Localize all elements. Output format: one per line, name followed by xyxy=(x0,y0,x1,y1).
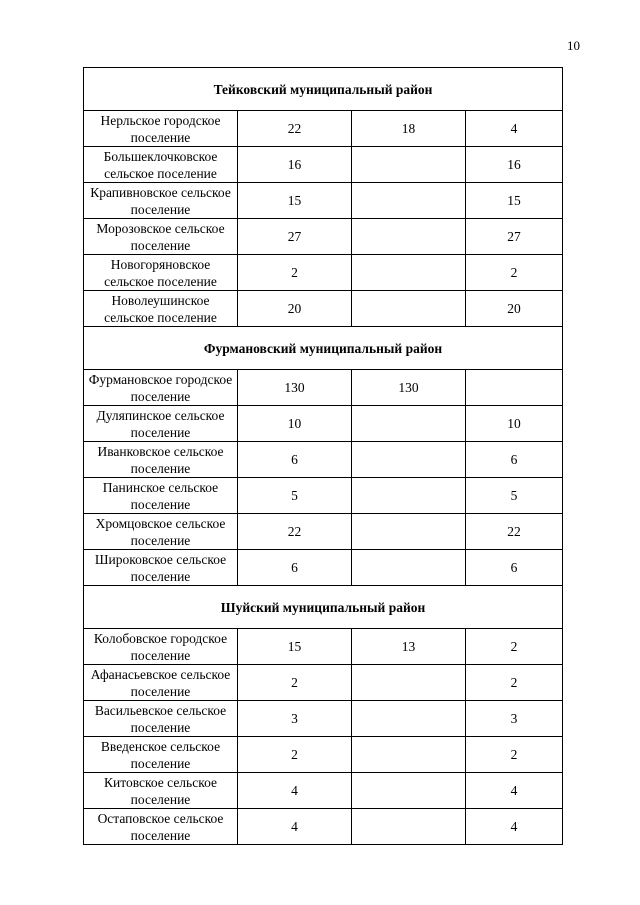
data-table xyxy=(83,67,563,845)
value-cell-c2: 22 xyxy=(238,111,352,147)
settlement-name-cell xyxy=(84,809,238,845)
value-cell-c3 xyxy=(352,665,466,701)
value-cell-c2: 4 xyxy=(238,809,352,845)
table-row xyxy=(84,291,563,327)
value-cell-c3 xyxy=(352,183,466,219)
value-cell-c2: 130 xyxy=(238,370,352,406)
table-row xyxy=(84,665,563,701)
value-cell-c2: 10 xyxy=(238,406,352,442)
section-header-row xyxy=(84,586,563,629)
settlement-name-cell xyxy=(84,514,238,550)
value-cell-c4: 2 xyxy=(466,629,563,665)
table-row xyxy=(84,406,563,442)
value-cell-c2: 15 xyxy=(238,183,352,219)
settlement-name-cell xyxy=(84,665,238,701)
settlement-name-cell xyxy=(84,291,238,327)
value-cell-c3 xyxy=(352,701,466,737)
settlement-name-cell xyxy=(84,478,238,514)
settlement-name-cell xyxy=(84,701,238,737)
value-cell-c4: 15 xyxy=(466,183,563,219)
settlement-name: Новолеушинское сельское поселение xyxy=(104,292,217,325)
table-row xyxy=(84,701,563,737)
section-title: Шуйский муниципальный район xyxy=(84,586,563,629)
settlement-name: Колобовское городское поселение xyxy=(93,630,228,663)
value-cell-c2: 2 xyxy=(238,737,352,773)
settlement-name: Дуляпинское сельское поселение xyxy=(96,407,225,440)
settlement-name: Введенское сельское поселение xyxy=(100,738,221,771)
settlement-name: Новогоряновское сельское поселение xyxy=(104,256,217,289)
table-row xyxy=(84,147,563,183)
value-cell-c4: 16 xyxy=(466,147,563,183)
section-header-row xyxy=(84,327,563,370)
table-row xyxy=(84,809,563,845)
value-cell-c2: 2 xyxy=(238,255,352,291)
settlement-name-cell xyxy=(84,629,238,665)
value-cell-c4: 20 xyxy=(466,291,563,327)
settlement-name: Фурмановское городское поселение xyxy=(88,371,233,404)
table-row xyxy=(84,737,563,773)
settlement-name-cell xyxy=(84,370,238,406)
value-cell-c3 xyxy=(352,442,466,478)
settlement-name-cell xyxy=(84,183,238,219)
section-title: Тейковский муниципальный район xyxy=(84,68,563,111)
value-cell-c3 xyxy=(352,550,466,586)
settlement-name: Большеклочковское сельское поселение xyxy=(103,148,218,181)
table-row xyxy=(84,773,563,809)
value-cell-c3 xyxy=(352,773,466,809)
value-cell-c3 xyxy=(352,219,466,255)
settlement-name: Китовское сельское поселение xyxy=(104,774,217,807)
value-cell-c3 xyxy=(352,406,466,442)
settlement-name-cell xyxy=(84,147,238,183)
table-row xyxy=(84,370,563,406)
table-row xyxy=(84,255,563,291)
settlement-name: Афанасьевское сельское поселение xyxy=(90,666,231,699)
table-row xyxy=(84,111,563,147)
settlement-name-cell xyxy=(84,550,238,586)
value-cell-c2: 2 xyxy=(238,665,352,701)
section-header-row xyxy=(84,68,563,111)
value-cell-c2: 3 xyxy=(238,701,352,737)
table-row xyxy=(84,442,563,478)
value-cell-c4: 5 xyxy=(466,478,563,514)
value-cell-c2: 6 xyxy=(238,442,352,478)
value-cell-c4: 6 xyxy=(466,550,563,586)
settlement-name-cell xyxy=(84,255,238,291)
value-cell-c3 xyxy=(352,255,466,291)
value-cell-c3: 13 xyxy=(352,629,466,665)
table-row xyxy=(84,478,563,514)
value-cell-c2: 16 xyxy=(238,147,352,183)
settlement-name: Хромцовское сельское поселение xyxy=(95,515,226,548)
value-cell-c3 xyxy=(352,147,466,183)
settlement-name: Панинское сельское поселение xyxy=(102,479,219,512)
value-cell-c4: 2 xyxy=(466,255,563,291)
settlement-name: Широковское сельское поселение xyxy=(94,551,227,584)
value-cell-c4: 6 xyxy=(466,442,563,478)
value-cell-c3 xyxy=(352,809,466,845)
table-row xyxy=(84,219,563,255)
value-cell-c2: 27 xyxy=(238,219,352,255)
table-body xyxy=(84,68,563,845)
settlement-name: Морозовское сельское поселение xyxy=(96,220,225,253)
settlement-name: Иванковское сельское поселение xyxy=(97,443,224,476)
value-cell-c3 xyxy=(352,514,466,550)
settlement-name: Нерльское городское поселение xyxy=(100,112,221,145)
value-cell-c4 xyxy=(466,370,563,406)
value-cell-c4: 4 xyxy=(466,773,563,809)
value-cell-c3: 130 xyxy=(352,370,466,406)
settlement-name-cell xyxy=(84,219,238,255)
value-cell-c2: 20 xyxy=(238,291,352,327)
value-cell-c3 xyxy=(352,737,466,773)
value-cell-c2: 4 xyxy=(238,773,352,809)
value-cell-c4: 2 xyxy=(466,737,563,773)
value-cell-c2: 15 xyxy=(238,629,352,665)
settlement-name: Васильевское сельское поселение xyxy=(94,702,227,735)
page-number: 10 xyxy=(567,38,580,53)
value-cell-c4: 2 xyxy=(466,665,563,701)
settlement-name-cell xyxy=(84,406,238,442)
value-cell-c4: 22 xyxy=(466,514,563,550)
value-cell-c3: 18 xyxy=(352,111,466,147)
value-cell-c4: 10 xyxy=(466,406,563,442)
value-cell-c4: 4 xyxy=(466,809,563,845)
table-row xyxy=(84,629,563,665)
settlement-name-cell xyxy=(84,773,238,809)
value-cell-c3 xyxy=(352,291,466,327)
value-cell-c4: 27 xyxy=(466,219,563,255)
value-cell-c4: 3 xyxy=(466,701,563,737)
value-cell-c2: 22 xyxy=(238,514,352,550)
value-cell-c3 xyxy=(352,478,466,514)
table-row xyxy=(84,514,563,550)
value-cell-c4: 4 xyxy=(466,111,563,147)
section-title: Фурмановский муниципальный район xyxy=(84,327,563,370)
table-row xyxy=(84,183,563,219)
settlement-name-cell xyxy=(84,442,238,478)
settlement-name-cell xyxy=(84,111,238,147)
table-row xyxy=(84,550,563,586)
value-cell-c2: 6 xyxy=(238,550,352,586)
settlement-name: Остаповское сельское поселение xyxy=(97,810,224,843)
settlement-name: Крапивновское сельское поселение xyxy=(90,184,231,217)
settlement-name-cell xyxy=(84,737,238,773)
value-cell-c2: 5 xyxy=(238,478,352,514)
